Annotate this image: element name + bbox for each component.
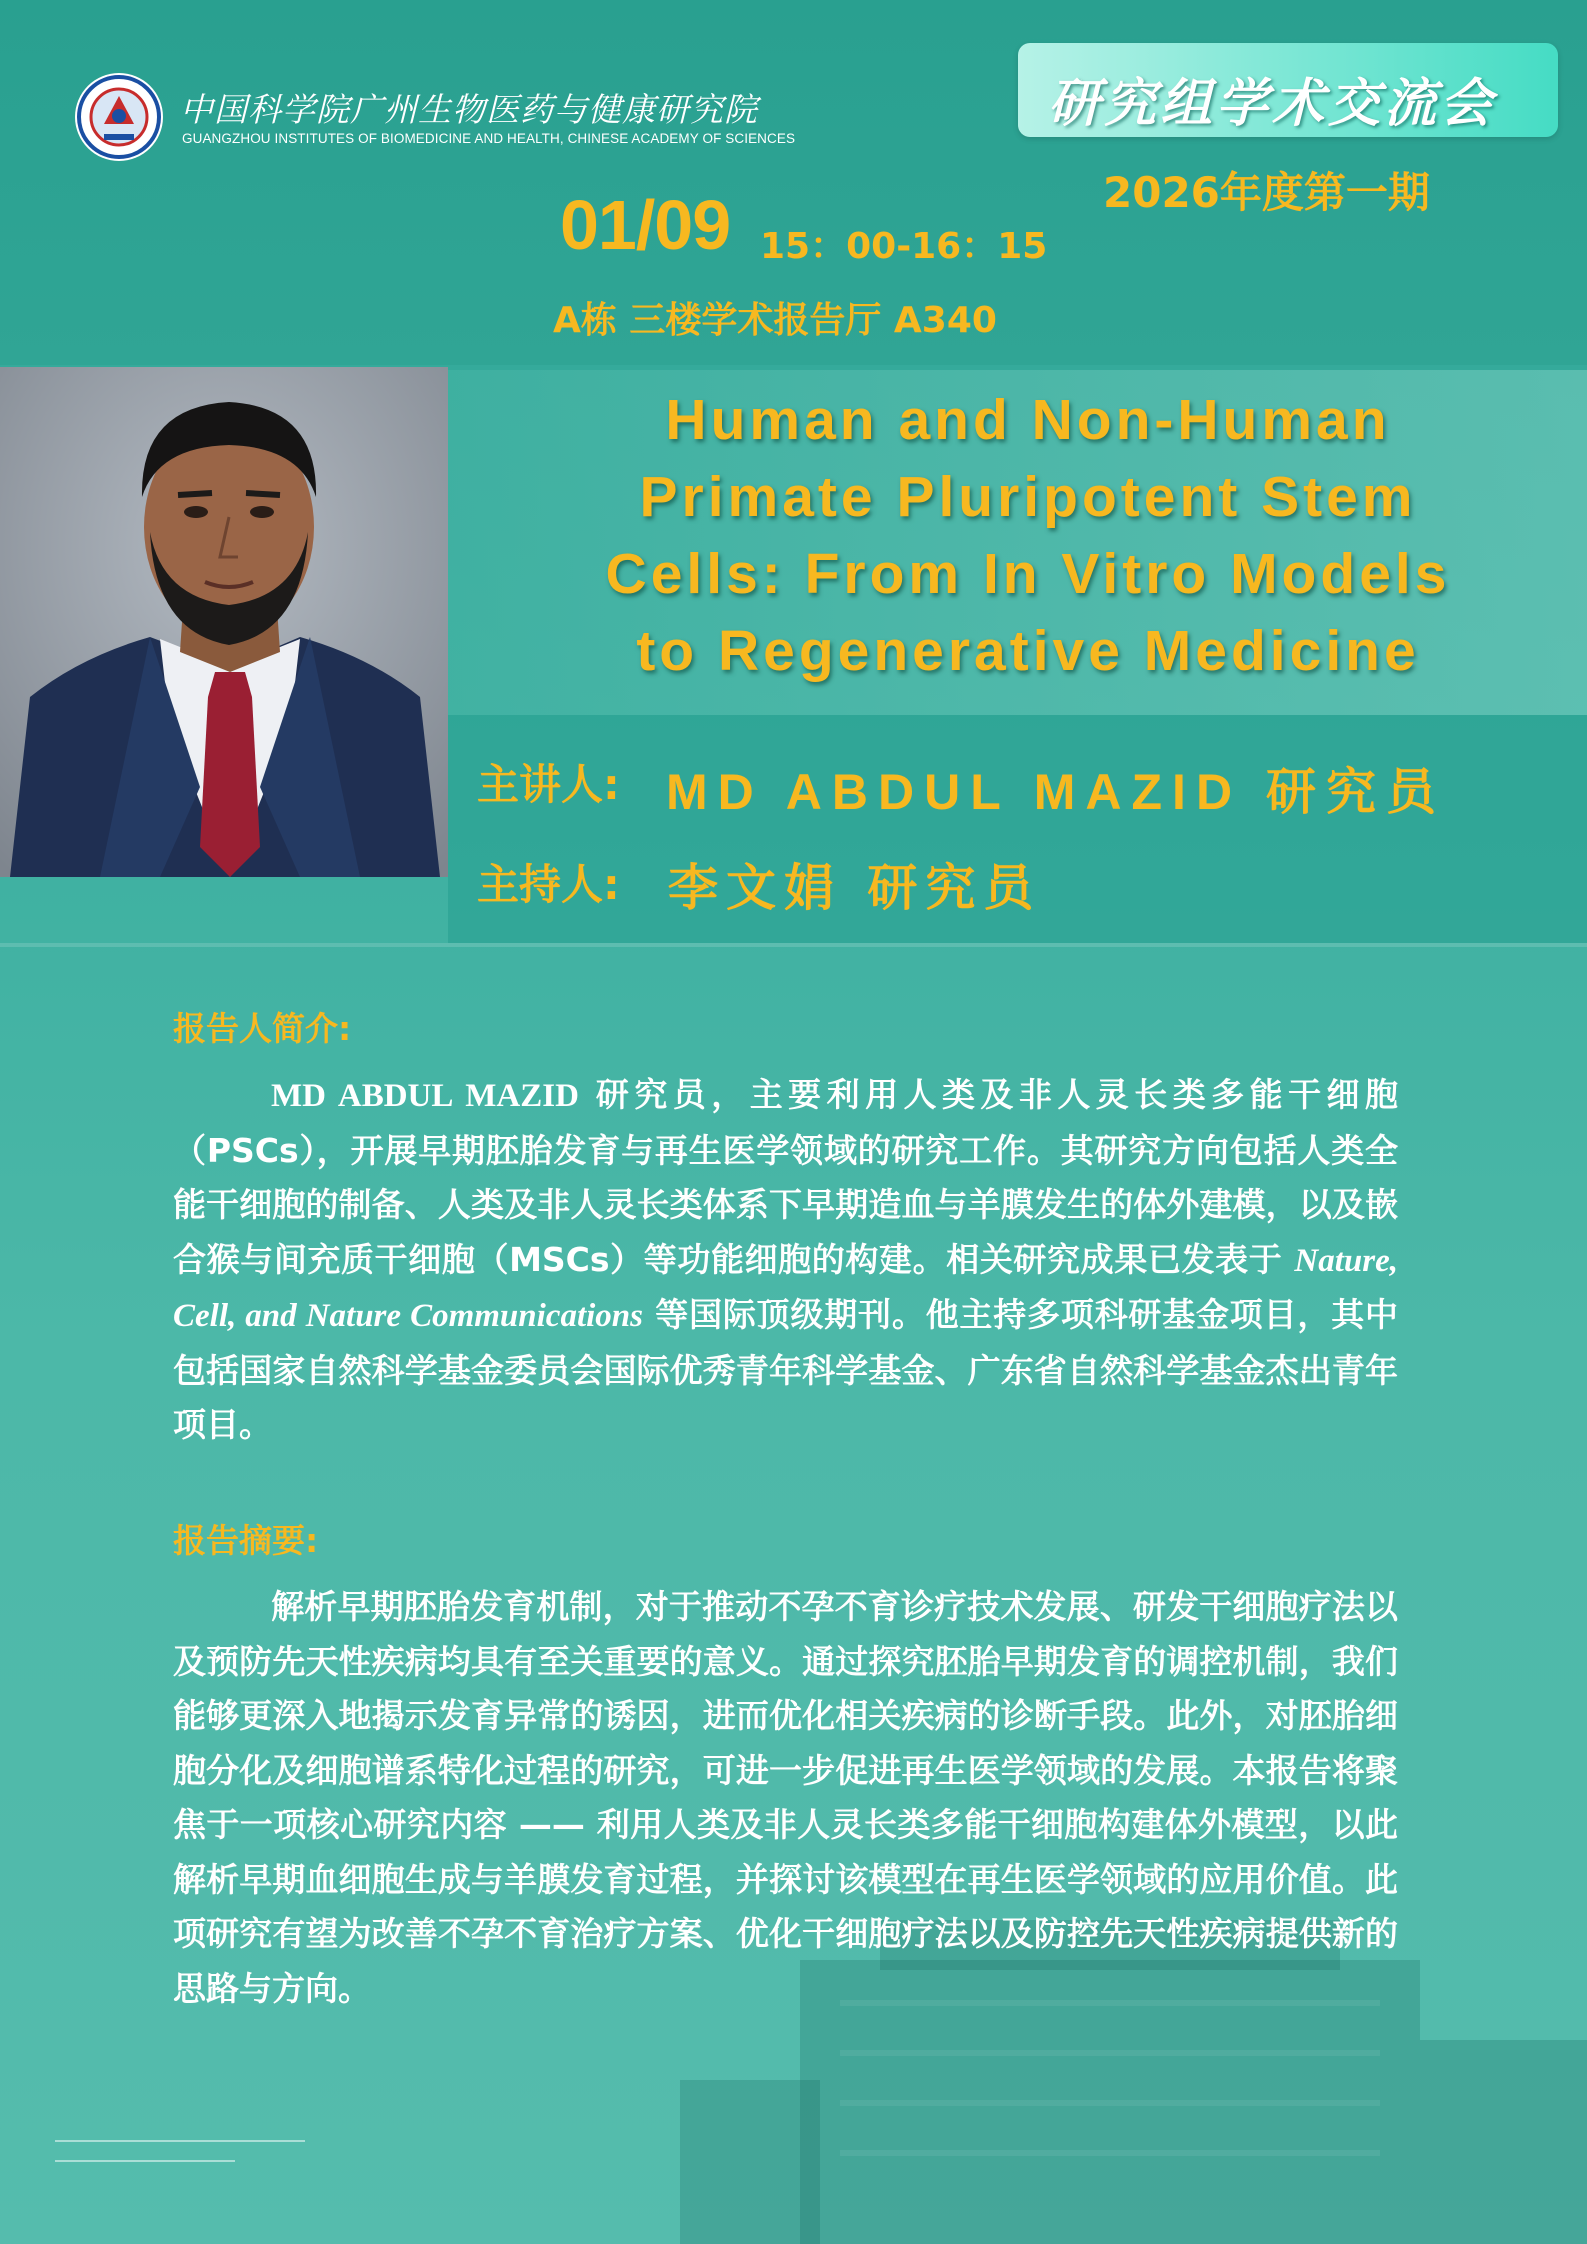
institute-logo [74,72,164,162]
decorative-line [55,2160,235,2162]
bio-journals: Nature, Cell, and Nature Communications [173,1242,1398,1334]
bio-heading: 报告人简介: [173,1009,352,1048]
abstract-heading: 报告摘要: [173,1521,319,1560]
series-title: 研究组学术交流会 [1048,74,1497,134]
event-time: 15：00-16：15 [760,226,1048,267]
issue-label: 2026年度第一期 [1103,168,1430,217]
event-venue: A栋 三楼学术报告厅 A340 [553,300,997,341]
talk-title-line: Human and Non-Human [665,388,1391,452]
abstract-paragraph [173,1580,1398,2016]
speaker-name: MD ABDUL MAZID 研究员 [666,764,1446,820]
bio-text-end: 等国际顶级期刊。他主持多项科研基金项目，其中包括国家自然科学基金委员会国际优秀青年科学基金、广东省自然科学基金杰出青年项目。 [173,1295,1398,1444]
speaker-photo [0,367,448,877]
talk-title-line: Primate Pluripotent Stem [639,465,1417,529]
abstract-text: 解析早期胚胎发育机制，对于推动不孕不育诊疗技术发展、研发干细胞疗法以及预防先天性疾病均具有至关重要的意义。通过探究胚胎早期发育的调控机制，我们能够更深入地揭示发育异常的诱因，进而优化相关疾病的诊断手段。此外，对胚胎细胞分化及细胞谱系特化过程的研究，可进一步促进再生医学领域的发展。本报告将聚焦于一项核心研究内容 —— 利用人类及非人灵长类多能干细胞构建体外模型，以此解析早期血细胞生成与羊膜发育过程，并探讨该模型在再生医学领域的应用价值。此项研究有望为改善不孕不育治疗方案、优化干细胞疗法以及防控先天性疾病提供新的思路与方向。 [173,1587,1398,2008]
talk-title-line: to Regenerative Medicine [636,619,1420,683]
bio-speaker-name: MD ABDUL MAZID [271,1078,579,1114]
host-label: 主持人: [477,860,620,909]
bio-paragraph [173,1068,1398,1453]
section-divider [0,943,1587,947]
bio-text: 研究员，主要利用人类及非人灵长类多能干细胞（PSCs），开展早期胚胎发育与再生医学领域的研究工作。其研究方向包括人类全能干细胞的制备、人类及非人灵长类体系下早期造血与羊膜发生的体外建模，以及嵌合猴与间充质干细胞（MSCs）等功能细胞的构建。相关研究成果已发表于 [173,1075,1398,1279]
event-date: 01/09 [560,186,731,264]
talk-title-line: Cells: From In Vitro Models [605,542,1451,606]
institute-name-cn: 中国科学院广州生物医药与健康研究院 [180,90,758,129]
host-name: 李文娟 研究员 [668,859,1042,917]
institute-name-en: GUANGZHOU INSTITUTES OF BIOMEDICINE AND HEALTH, CHINESE ACADEMY OF SCIENCES [182,131,796,146]
series-badge [1018,43,1558,137]
decorative-line [55,2140,305,2142]
speaker-label: 主讲人: [477,760,620,809]
talk-title [498,382,1558,690]
